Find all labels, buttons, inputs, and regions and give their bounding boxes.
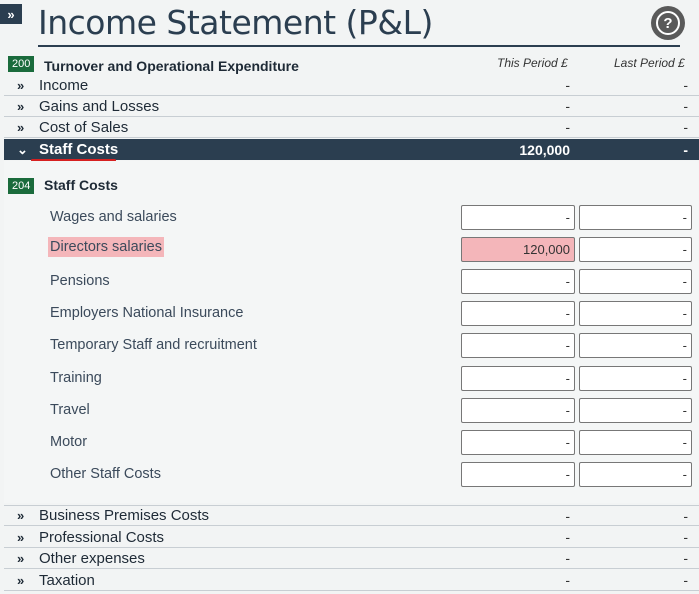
- this-period-value: -: [565, 550, 570, 566]
- subsection-code-badge: 204: [8, 178, 34, 194]
- column-header-this-period: This Period £: [497, 56, 568, 70]
- line-item-label: Motor: [50, 434, 88, 450]
- last-period-value: -: [683, 529, 688, 545]
- chevron-right-icon: »: [17, 508, 25, 523]
- category-label: Business Premises Costs: [39, 507, 210, 524]
- line-item-label: Directors salaries: [50, 239, 162, 255]
- category-label: Gains and Losses: [39, 97, 160, 115]
- last-period-input[interactable]: -: [579, 205, 692, 230]
- last-period-value: -: [683, 141, 688, 158]
- this-period-value: -: [565, 77, 570, 93]
- line-item-label: Wages and salaries: [50, 209, 177, 225]
- subsection-header: [8, 176, 118, 194]
- category-label: Cost of Sales: [39, 118, 129, 136]
- last-period-value: -: [683, 77, 688, 93]
- last-period-value: -: [683, 507, 688, 524]
- line-item-label: Other Staff Costs: [50, 466, 161, 482]
- this-period-value: -: [565, 507, 570, 524]
- help-icon: ?: [656, 11, 680, 35]
- category-label: Income: [39, 76, 89, 94]
- last-period-input[interactable]: -: [579, 430, 692, 455]
- category-row-professional-costs[interactable]: [4, 527, 699, 548]
- this-period-input[interactable]: -: [461, 333, 575, 358]
- last-period-value: -: [683, 550, 688, 566]
- title-divider: [38, 45, 680, 47]
- category-row-other-expenses[interactable]: [4, 548, 699, 569]
- last-period-input[interactable]: -: [579, 366, 692, 391]
- category-row-cost-of-sales[interactable]: [4, 117, 699, 138]
- page-title: Income Statement (P&L): [38, 3, 433, 42]
- line-item-label: Employers National Insurance: [50, 305, 244, 321]
- line-item-label: Training: [50, 370, 102, 386]
- this-period-input[interactable]: -: [461, 462, 575, 487]
- category-row-gains-and-losses[interactable]: [4, 96, 699, 117]
- column-header-last-period: Last Period £: [614, 56, 685, 70]
- last-period-value: -: [683, 572, 688, 588]
- category-label: Taxation: [39, 571, 95, 589]
- section-header: [4, 55, 699, 75]
- last-period-value: -: [683, 98, 688, 114]
- expand-sidebar-button[interactable]: »: [0, 4, 22, 24]
- section-code-badge: 200: [8, 56, 34, 72]
- this-period-input[interactable]: 120,000: [461, 237, 575, 262]
- chevron-right-icon: »: [17, 572, 25, 588]
- this-period-input[interactable]: -: [461, 430, 575, 455]
- line-item-label: Travel: [50, 402, 90, 418]
- section-title: Turnover and Operational Expenditure: [44, 58, 299, 74]
- this-period-value: 120,000: [519, 141, 570, 158]
- category-row-staff-costs[interactable]: [4, 139, 699, 160]
- category-label: Staff Costs: [39, 141, 119, 158]
- last-period-input[interactable]: -: [579, 301, 692, 326]
- help-button[interactable]: [651, 6, 685, 40]
- this-period-input[interactable]: -: [461, 398, 575, 423]
- this-period-input[interactable]: -: [461, 366, 575, 391]
- category-label: Professional Costs: [39, 528, 165, 546]
- last-period-input[interactable]: -: [579, 398, 692, 423]
- this-period-input[interactable]: -: [461, 269, 575, 294]
- chevron-down-icon: ⌄: [17, 141, 28, 157]
- this-period-value: -: [565, 572, 570, 588]
- subsection-title: Staff Costs: [44, 177, 118, 193]
- category-row-business-premises-costs[interactable]: [4, 505, 699, 526]
- category-row-taxation[interactable]: [4, 570, 699, 591]
- this-period-input[interactable]: -: [461, 205, 575, 230]
- last-period-input[interactable]: -: [579, 333, 692, 358]
- last-period-input[interactable]: -: [579, 269, 692, 294]
- chevron-right-icon: »: [17, 119, 25, 135]
- chevron-right-icon: »: [17, 550, 25, 566]
- this-period-value: -: [565, 98, 570, 114]
- category-label: Other expenses: [39, 549, 145, 567]
- last-period-value: -: [683, 119, 688, 135]
- last-period-input[interactable]: -: [579, 462, 692, 487]
- chevron-right-icon: »: [17, 98, 25, 114]
- chevron-right-icon: »: [17, 529, 25, 545]
- this-period-value: -: [565, 529, 570, 545]
- last-period-input[interactable]: -: [579, 237, 692, 262]
- this-period-input[interactable]: -: [461, 301, 575, 326]
- line-item-label: Pensions: [50, 273, 110, 289]
- chevron-right-icon: »: [17, 77, 25, 93]
- line-item-label: Temporary Staff and recruitment: [50, 337, 257, 353]
- this-period-value: -: [565, 119, 570, 135]
- category-row-income[interactable]: [4, 75, 699, 96]
